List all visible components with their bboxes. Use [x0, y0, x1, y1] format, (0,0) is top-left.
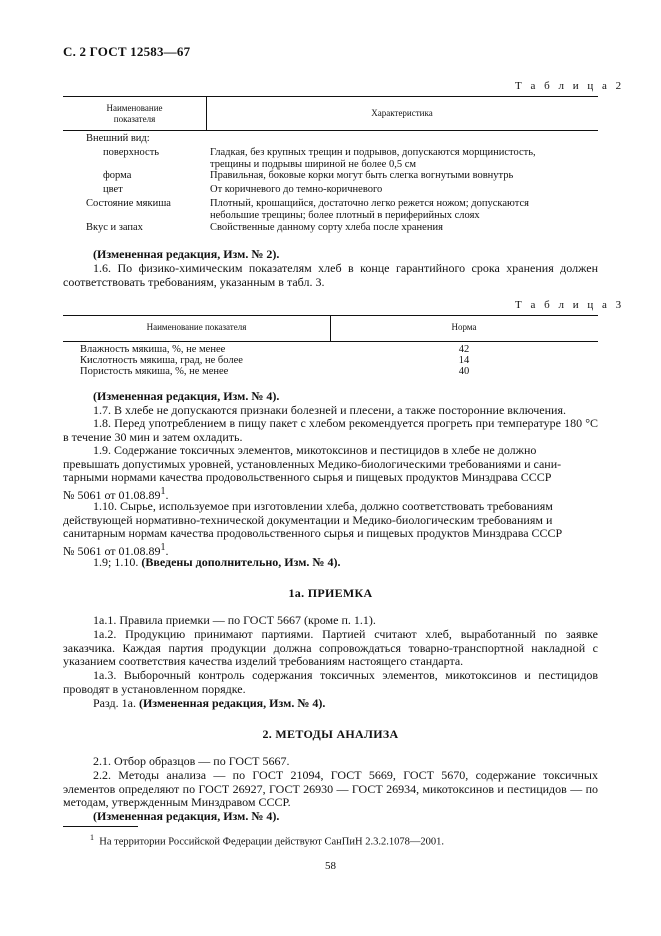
table-2-row-value-line2: трещины и подрывы шириной не более 0,5 см: [210, 158, 417, 170]
table-2-col1-header-line2: показателя: [113, 114, 156, 124]
paragraph-1-6: 1.6. По физико-химическим показателям хлеб в конце гарантийного срока хранения должен соответствовать требованиям, указанным в табл. 3.: [63, 261, 598, 289]
paragraph-introduced: [63, 556, 598, 570]
page-number: 58: [325, 860, 336, 872]
introduced-prefix: 1.9; 1.10.: [93, 555, 142, 569]
table-3-row-name: Пористость мякиша, %, не менее: [80, 366, 229, 377]
table-2-row-name: Вкус и запах: [86, 222, 143, 233]
table-3-row-value: 14: [458, 355, 470, 366]
table-3-row-value: 42: [458, 344, 470, 355]
paragraph-2-1: 2.1. Отбор образцов — по ГОСТ 5667.: [93, 754, 290, 768]
table-2-top-rule: [63, 96, 598, 97]
table-2-row-value: Правильная, боковые корки могут быть слегка вогнутыми вовнутрь: [210, 170, 514, 181]
table-2-row-name: Внешний вид:: [86, 133, 150, 144]
section-heading-1a: 1а. ПРИЕМКА: [288, 586, 373, 600]
paragraph-2-2: 2.2. Методы анализа — по ГОСТ 21094, ГОСТ 5669, ГОСТ 5670, содержание токсичных элементов определяют по ГОСТ 26927, ГОСТ 26930 — ГОСТ 26934, микотоксинов и пестицидов — по методам, утвержденным Минздравом СССР.: [63, 768, 598, 810]
paragraph-1-7: 1.7. В хлебе не допускаются признаки болезней и плесени, а также посторонние включения.: [93, 403, 566, 417]
paragraph-1-9-line: тарными нормами качества продовольственного сырья и пищевых продуктов Минздрава СССР: [63, 470, 552, 485]
paragraph-1-10-line: 1.10. Сырье, используемое при изготовлении хлеба, должно соответствовать требованиям: [93, 499, 553, 513]
section-heading-2: 2. МЕТОДЫ АНАЛИЗА: [262, 727, 399, 741]
footnote: [90, 833, 444, 848]
table-2-row-value-line1: Гладкая, без крупных трещин и подрывов, допускаются морщинистость,: [210, 147, 536, 158]
page-header: С. 2 ГОСТ 12583—67: [63, 44, 191, 59]
footnote-ref: 1: [160, 485, 166, 497]
paragraph-1-9: [63, 444, 598, 502]
edit-note: (Измененная редакция, Изм. № 4).: [93, 389, 280, 403]
paragraph-1a-3: 1а.3. Выборочный контроль содержания токсичных элементов, микотоксинов и пестицидов проводят в установленном порядке.: [63, 668, 598, 696]
table-2-row-value: Свойственные данному сорту хлеба после хранения: [210, 222, 443, 233]
table-3-row-name: Влажность мякиша, %, не менее: [80, 344, 226, 355]
footnote-rule: [63, 826, 138, 827]
table-3-row-name: Кислотность мякиша, град, не более: [80, 355, 243, 366]
edit-note: (Измененная редакция, Изм. № 4).: [93, 809, 280, 823]
table-3-caption: Т а б л и ц а 3: [515, 299, 625, 311]
table-2-row-value: [210, 198, 598, 221]
footnote-mark: 1: [90, 833, 94, 842]
paragraph-1-9-line-last: № 5061 от 01.08.89$^1$.: [63, 485, 169, 502]
paragraph-1-8: 1.8. Перед употреблением в пищу пакет с хлебом рекомендуется прогреть при температуре 180 °С в течение 30 мин и затем охладить.: [63, 416, 598, 444]
table-2-col2-header: Характеристика: [371, 108, 433, 118]
table-2-row-name: форма: [103, 170, 132, 181]
paragraph-1-10-line: действующей нормативно-технической документации и Медико-биологическим требованиям и: [63, 512, 553, 527]
table-2-row-value-line2: небольшие трещины; более плотный в периферийных слоях: [210, 209, 480, 221]
footnote-ref: 1: [160, 541, 166, 553]
table-2-row-name: цвет: [103, 184, 123, 195]
paragraph-1-9-line-text: № 5061 от 01.08.89: [63, 487, 161, 502]
table-2-row-name: Состояние мякиша: [86, 198, 171, 209]
paragraph-1-9-line: превышать допустимых уровней, установленных Медико-биологическими требованиями и сани-: [63, 456, 562, 471]
table-3-header-rule: [63, 341, 598, 342]
table-3-col2-header: Норма: [451, 322, 477, 332]
table-2-row-value: [210, 147, 598, 170]
paragraph-1-10-line-last: № 5061 от 01.08.89$^1$.: [63, 541, 169, 558]
table-3-col1-header: Наименование показателя: [146, 322, 247, 332]
table-2-header-rule: [63, 130, 598, 131]
paragraph-1-10-line: санитарным нормам качества продовольственного сырья и пищевых продуктов Минздрава СССР: [63, 526, 563, 541]
paragraph-1a-1: 1а.1. Правила приемки — по ГОСТ 5667 (кроме п. 1.1).: [93, 613, 376, 627]
table-2-row-value-line1: Плотный, крошащийся, достаточно легко режется ножом; допускаются: [210, 198, 529, 209]
table-2-caption: Т а б л и ц а 2: [515, 80, 625, 92]
table-2-row-value: От коричневого до темно-коричневого: [210, 184, 383, 195]
table-2-col1-header: [63, 103, 206, 125]
table-3-row-value: 40: [458, 366, 470, 377]
razd-note: (Измененная редакция, Изм. № 4).: [138, 696, 326, 710]
edit-note: (Измененная редакция, Изм. № 2).: [93, 247, 280, 261]
paragraph-1a-2: 1а.2. Продукцию принимают партиями. Партией считают хлеб, выработанный по заявке заказчика. Каждая партия продукции должна сопровождаться товарно-транспортной накладной с указанием соответствия качества изделий требованиям настоящего стандарта.: [63, 627, 598, 669]
footnote-text: На территории Российской Федерации действуют СанПиН 2.3.2.1078—2001.: [99, 836, 444, 848]
table-2-row-name: поверхность: [103, 147, 160, 158]
paragraph-razd: [63, 697, 598, 711]
paragraph-1-9-line: 1.9. Содержание токсичных элементов, микотоксинов и пестицидов в хлебе не должно: [93, 443, 537, 457]
paragraph-1-10-line-text: № 5061 от 01.08.89: [63, 543, 161, 558]
razd-prefix: Разд. 1а.: [93, 696, 139, 710]
introduced-note: (Введены дополнительно, Изм. № 4).: [141, 555, 341, 569]
table-2-col1-header-line1: Наименование: [106, 103, 163, 113]
paragraph-1-10: [63, 500, 598, 558]
